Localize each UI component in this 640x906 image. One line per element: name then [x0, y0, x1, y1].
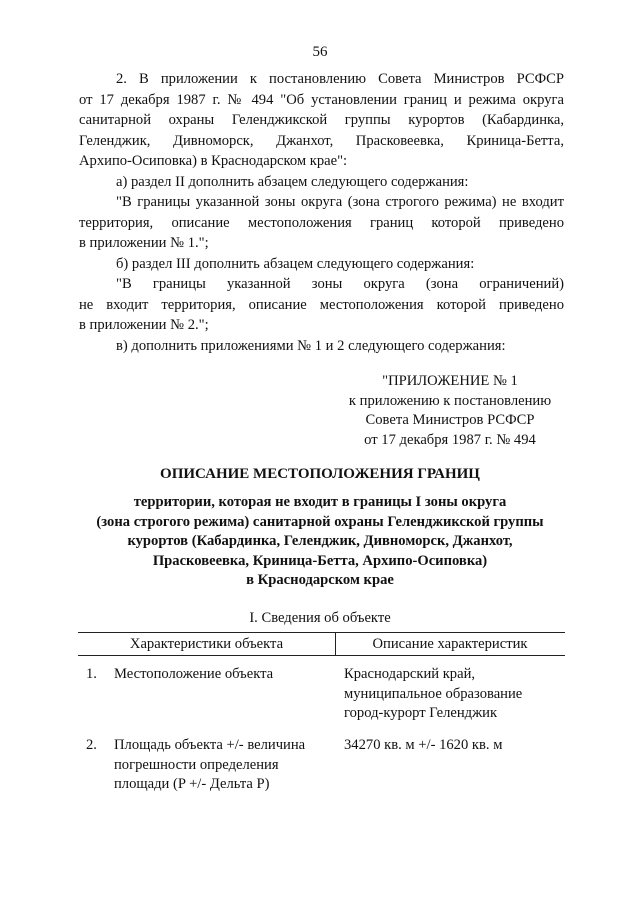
- paragraph-amendment-intro: [79, 69, 564, 172]
- row-description: [344, 736, 564, 756]
- section-title: I. Сведения об объекте: [249, 610, 391, 626]
- text-line: б) раздел III дополнить абзацем следующего содержания:: [116, 256, 475, 272]
- text-line: от 17 декабря 1987 г. № 494 "Об установлении границ и режима округа: [79, 91, 564, 108]
- column-header-description: Описание характеристик: [372, 636, 528, 652]
- text-line: территория, описание местоположения границ которой приведено: [79, 214, 564, 231]
- cell-line: 34270 кв. м +/- 1620 кв. м: [344, 737, 503, 753]
- paragraph-c: [79, 336, 564, 357]
- text-line: 2. В приложении к постановлению Совета Министров РСФСР: [116, 71, 564, 87]
- text-line: санитарной охраны Геленджикской группы курортов (Кабардинка,: [79, 112, 564, 128]
- row-characteristic: [114, 736, 329, 795]
- document-subtitle: [0, 493, 640, 591]
- page-number: 56: [312, 44, 328, 60]
- appendix-header: [330, 372, 570, 450]
- subtitle-line: (зона строгого режима) санитарной охраны Геленджикской группы: [96, 513, 544, 530]
- paragraph-a: [79, 172, 564, 193]
- text-line: Геленджик, Дивноморск, Джанхот, Прасковеевка, Криница-Бетта,: [79, 132, 564, 149]
- text-line: "В границы указанной зоны округа (зона строгого режима) не входит: [116, 194, 564, 210]
- row-number: 1.: [86, 666, 97, 682]
- text-line: в приложении № 2.";: [79, 317, 209, 333]
- row-number: 2.: [86, 737, 97, 753]
- row-description: [344, 665, 564, 724]
- row-characteristic: [114, 665, 329, 685]
- paragraph-b-quote: [79, 274, 564, 336]
- table-header: [78, 632, 565, 656]
- appendix-header-line: от 17 декабря 1987 г. № 494: [364, 431, 536, 448]
- subtitle-line: Прасковеевка, Криница-Бетта, Архипо-Осиповка): [152, 552, 488, 569]
- text-line: в) дополнить приложениями № 1 и 2 следующего содержания:: [116, 338, 506, 354]
- text-line: "В границы указанной зоны округа (зона ограничений): [116, 276, 564, 292]
- subtitle-line: в Краснодарском крае: [246, 572, 394, 588]
- cell-line: Местоположение объекта: [114, 666, 274, 682]
- text-line: не входит территория, описание местоположения которой приведено: [79, 296, 564, 313]
- cell-line: Площадь объекта +/- величина: [114, 737, 306, 753]
- cell-line: погрешности определения: [114, 756, 279, 773]
- document-title: ОПИСАНИЕ МЕСТОПОЛОЖЕНИЯ ГРАНИЦ: [160, 466, 480, 482]
- appendix-header-line: "ПРИЛОЖЕНИЕ № 1: [382, 373, 518, 389]
- column-header-characteristics: Характеристики объекта: [129, 636, 284, 652]
- appendix-header-line: Совета Министров РСФСР: [365, 412, 535, 428]
- cell-line: Краснодарский край,: [344, 666, 476, 682]
- subtitle-line: территории, которая не входит в границы I зоны округа: [133, 494, 507, 510]
- text-line: а) раздел II дополнить абзацем следующего содержания:: [116, 174, 469, 190]
- text-line: Архипо-Осиповка) в Краснодарском крае":: [79, 153, 348, 169]
- appendix-header-line: к приложению к постановлению: [348, 392, 552, 409]
- text-line: в приложении № 1.";: [79, 235, 209, 251]
- cell-line: площади (P +/- Дельта P): [114, 776, 270, 792]
- paragraph-a-quote: [79, 192, 564, 254]
- cell-line: город-курорт Геленджик: [344, 705, 498, 721]
- paragraph-b: [79, 254, 564, 275]
- subtitle-line: курортов (Кабардинка, Геленджик, Дивноморск, Джанхот,: [127, 533, 513, 549]
- cell-line: муниципальное образование: [344, 685, 523, 702]
- object-info-table: [78, 632, 565, 792]
